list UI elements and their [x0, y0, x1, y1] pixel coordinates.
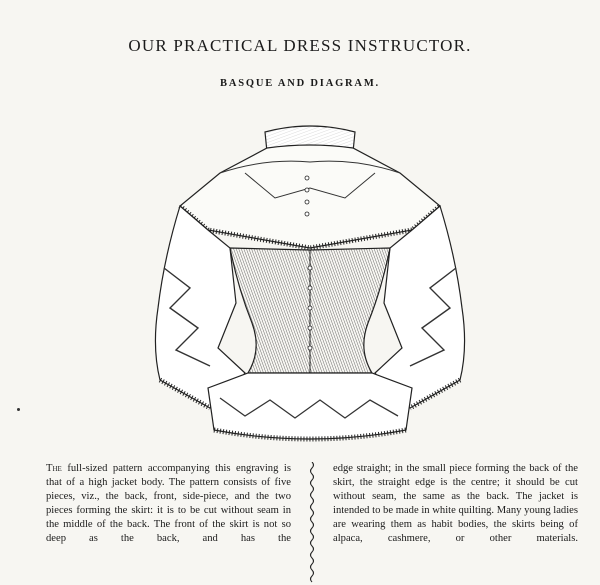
basque-jacket-drawing — [150, 118, 470, 448]
page-title: OUR PRACTICAL DRESS INSTRUCTOR. — [128, 36, 472, 55]
stray-mark — [17, 408, 20, 411]
opening-word: The — [46, 463, 62, 474]
right-column: edge straight; in the small piece forming the back of the skirt, the straight edge is the centre; it should be cut without seam, the same as the back. The jacket is intended to be made in white quilting. Many young ladies are wearing them as habit bodies, the skirts being of alpaca, cashmere, or other materials. — [333, 463, 578, 544]
basque-illustration — [150, 118, 470, 448]
page-subtitle: BASQUE AND DIAGRAM. — [220, 78, 380, 89]
left-column — [46, 462, 291, 584]
left-column-text: full-sized pattern accompanying this engraving is that of a high jacket body. The pattern consists of five pieces, viz., the back, front, side-piece, and the two pieces forming the skirt: it is to be cut without seam in the middle of the back. The front of the skirt is not so deep as the back, and has the — [46, 463, 291, 544]
column-divider — [307, 462, 317, 584]
article-body — [46, 462, 578, 584]
